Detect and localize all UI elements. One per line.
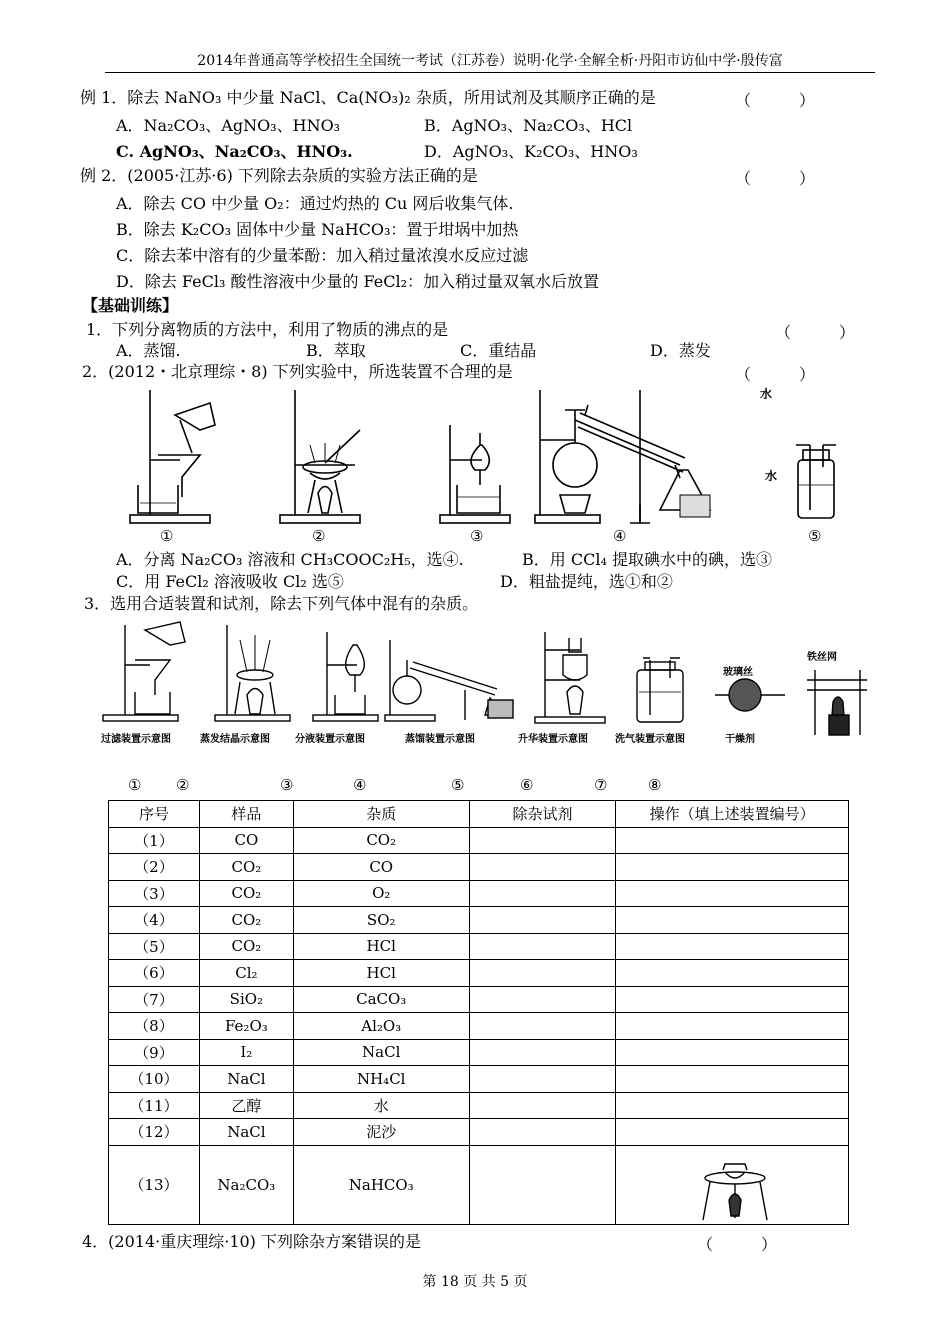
row-reagent-blank[interactable]: [469, 854, 616, 881]
row-impurity: HCl: [293, 933, 469, 960]
ex1-stem: 例 1．除去 NaNO₃ 中少量 NaCl、Ca(NO₃)₂ 杂质，所用试剂及其顺序正确的是: [80, 88, 656, 107]
iron-mesh-heater-icon: [807, 670, 867, 735]
row-operation-blank[interactable]: [616, 880, 849, 907]
row-impurity: 水: [293, 1092, 469, 1119]
q3-stem: 3．选用合适装置和试剂，除去下列气体中混有的杂质。: [84, 594, 479, 613]
row-index: （12）: [109, 1119, 200, 1146]
row-operation-blank[interactable]: [616, 1119, 849, 1146]
row-sample: Cl₂: [199, 960, 293, 987]
q2-apparatus-figure: [120, 385, 860, 550]
row-sample: SiO₂: [199, 986, 293, 1013]
header-cell-impurity: 杂质: [293, 801, 469, 828]
row-impurity: Al₂O₃: [293, 1013, 469, 1040]
row-operation-blank[interactable]: [616, 854, 849, 881]
ex2-paren: （ ）: [735, 169, 816, 188]
row-operation-blank[interactable]: [616, 907, 849, 934]
q4-paren: （ ）: [697, 1235, 778, 1254]
row-reagent-blank[interactable]: [469, 1039, 616, 1066]
ex1-option-c: C. AgNO₃、Na₂CO₃、HNO₃.: [116, 142, 353, 161]
row-impurity: O₂: [293, 880, 469, 907]
header-cell-index: 序号: [109, 801, 200, 828]
distillation-apparatus-icon: [385, 640, 513, 721]
row-reagent-blank[interactable]: [469, 827, 616, 854]
caption-distill: 蒸馏装置示意图: [405, 734, 475, 745]
header-cell-reagent: 除杂试剂: [469, 801, 616, 828]
table-row: [109, 960, 849, 987]
q2-fig-label-2: ②: [312, 527, 326, 545]
row-index: （3）: [109, 880, 200, 907]
ex1-paren: （ ）: [735, 91, 816, 110]
row-operation-blank[interactable]: [616, 827, 849, 854]
q1-paren: （ ）: [775, 323, 856, 342]
row-reagent-blank[interactable]: [469, 1092, 616, 1119]
sublimation-apparatus-icon: [535, 632, 605, 723]
row-impurity: HCl: [293, 960, 469, 987]
row-reagent-blank[interactable]: [469, 933, 616, 960]
row-impurity: NaHCO₃: [293, 1145, 469, 1224]
q3-num-8: ⑧: [648, 776, 662, 794]
q1-option-a: A．蒸馏.: [116, 341, 181, 360]
page-footer: 第 18 页 共 5 页: [422, 1274, 528, 1290]
row-sample: NaCl: [199, 1066, 293, 1093]
row-reagent-blank[interactable]: [469, 960, 616, 987]
ex2-option-a: A．除去 CO 中少量 O₂：通过灼热的 Cu 网后收集气体.: [116, 194, 514, 213]
ex2-option-c: C．除去苯中溶有的少量苯酚：加入稍过量浓溴水反应过滤: [116, 246, 529, 265]
row-reagent-blank[interactable]: [469, 986, 616, 1013]
q2-option-c: C．用 FeCl₂ 溶液吸收 Cl₂ 选⑤: [116, 572, 344, 591]
table-row: [109, 986, 849, 1013]
q4-stem: 4．(2014·重庆理综·10) 下列除杂方案错误的是: [82, 1232, 422, 1251]
q1-option-b: B．萃取: [306, 341, 366, 360]
caption-separate: 分液装置示意图: [295, 734, 365, 745]
row-sample: I₂: [199, 1039, 293, 1066]
separatory-funnel-icon: [440, 425, 510, 523]
water-in-label: 水: [760, 387, 773, 401]
ex1-option-b: B．AgNO₃、Na₂CO₃、HCl: [424, 116, 633, 135]
q2-fig-label-4: ④: [613, 527, 627, 545]
q3-apparatus-figure: [95, 620, 875, 750]
q2-paren: （ ）: [735, 365, 816, 384]
row-index: （5）: [109, 933, 200, 960]
header-rule: [105, 72, 875, 73]
row-sample: CO₂: [199, 880, 293, 907]
row-sample: CO₂: [199, 854, 293, 881]
page-header: 2014年普通高等学校招生全国统一考试（江苏卷）说明·化学·全解全析·丹阳市访仙中学·殷传富: [197, 53, 783, 69]
row-impurity: CaCO₃: [293, 986, 469, 1013]
row-index: （10）: [109, 1066, 200, 1093]
separatory-funnel-icon: [313, 632, 378, 721]
table-row: [109, 933, 849, 960]
table-row: [109, 1119, 849, 1146]
label-iron-mesh: 铁丝网: [807, 652, 837, 663]
row-operation-blank[interactable]: [616, 1013, 849, 1040]
row-reagent-blank[interactable]: [469, 1066, 616, 1093]
row-index: （4）: [109, 907, 200, 934]
row-sample: Fe₂O₃: [199, 1013, 293, 1040]
ex2-option-b: B．除去 K₂CO₃ 固体中少量 NaHCO₃：置于坩埚中加热: [116, 220, 519, 239]
row-operation-blank[interactable]: [616, 1066, 849, 1093]
row-reagent-blank[interactable]: [469, 1145, 616, 1224]
ex2-option-d: D．除去 FeCl₃ 酸性溶液中少量的 FeCl₂：加入稍过量双氧水后放置: [116, 272, 600, 291]
row-operation-blank[interactable]: [616, 986, 849, 1013]
q3-num-4: ④: [353, 776, 367, 794]
q2-option-b: B．用 CCl₄ 提取碘水中的碘，选③: [522, 550, 772, 569]
q2-fig-label-3: ③: [470, 527, 484, 545]
gas-washing-bottle-icon: [637, 658, 683, 722]
table-row: [109, 827, 849, 854]
evaporation-apparatus-icon: [215, 625, 290, 721]
q1-option-d: D．蒸发: [650, 341, 711, 360]
header-cell-operation: 操作（填上述装置编号）: [616, 801, 849, 828]
q3-num-6: ⑥: [520, 776, 534, 794]
table-row: [109, 1092, 849, 1119]
row-index: （7）: [109, 986, 200, 1013]
row-reagent-blank[interactable]: [469, 1013, 616, 1040]
ex1-option-a: A．Na₂CO₃、AgNO₃、HNO₃: [116, 116, 341, 135]
row-sample: CO₂: [199, 933, 293, 960]
caption-filter: 过滤装置示意图: [101, 734, 171, 745]
row-impurity: SO₂: [293, 907, 469, 934]
row-impurity: CO: [293, 854, 469, 881]
caption-evaporate: 蒸发结晶示意图: [200, 734, 270, 745]
row-operation-blank[interactable]: [616, 960, 849, 987]
q3-num-3: ③: [280, 776, 294, 794]
caption-drying-agent: 干燥剂: [725, 734, 755, 745]
caption-sublime: 升华装置示意图: [518, 734, 588, 745]
q3-num-1: ①: [128, 776, 142, 794]
q2-option-d: D．粗盐提纯，选①和②: [500, 572, 673, 591]
row-index: （1）: [109, 827, 200, 854]
q1-option-c: C．重结晶: [460, 341, 537, 360]
label-glass-wool: 玻璃丝: [723, 667, 753, 678]
q2-option-a: A．分离 Na₂CO₃ 溶液和 CH₃COOC₂H₅，选④.: [116, 550, 464, 569]
table-row: [109, 1013, 849, 1040]
filtration-apparatus-icon: [130, 390, 215, 523]
row-sample: CO: [199, 827, 293, 854]
row-impurity: NH₄Cl: [293, 1066, 469, 1093]
table-row: [109, 907, 849, 934]
water-out-label: 水: [765, 469, 778, 483]
q2-stem: 2．(2012・北京理综・8) 下列实验中，所选装置不合理的是: [82, 362, 513, 381]
table-row: [109, 854, 849, 881]
row-sample: Na₂CO₃: [199, 1145, 293, 1224]
q2-fig-label-1: ①: [160, 527, 174, 545]
row-sample: NaCl: [199, 1119, 293, 1146]
row-operation-blank[interactable]: [616, 1039, 849, 1066]
row-sample: 乙醇: [199, 1092, 293, 1119]
heating-crucible-icon: [695, 1160, 775, 1224]
ex1-option-d: D．AgNO₃、K₂CO₃、HNO₃: [424, 142, 638, 161]
row-index: （13）: [109, 1145, 200, 1224]
row-reagent-blank[interactable]: [469, 1119, 616, 1146]
row-sample: CO₂: [199, 907, 293, 934]
row-operation-blank[interactable]: [616, 933, 849, 960]
q1-stem: 1．下列分离物质的方法中，利用了物质的沸点的是: [86, 320, 449, 339]
row-operation-blank[interactable]: [616, 1092, 849, 1119]
row-impurity: 泥沙: [293, 1119, 469, 1146]
filter-apparatus-icon: [103, 622, 185, 721]
row-reagent-blank[interactable]: [469, 907, 616, 934]
row-index: （9）: [109, 1039, 200, 1066]
q2-fig-label-5: ⑤: [808, 527, 822, 545]
q3-num-5: ⑤: [451, 776, 465, 794]
caption-wash: 洗气装置示意图: [615, 734, 685, 745]
gas-washing-bottle-icon: [796, 445, 836, 518]
table-row: [109, 1066, 849, 1093]
row-index: （6）: [109, 960, 200, 987]
row-index: （8）: [109, 1013, 200, 1040]
section-title: 【基础训练】: [82, 296, 179, 315]
table-row: [109, 1039, 849, 1066]
ex2-stem: 例 2．(2005·江苏·6) 下列除去杂质的实验方法正确的是: [80, 166, 478, 185]
row-index: （2）: [109, 854, 200, 881]
q3-num-7: ⑦: [594, 776, 608, 794]
distillation-apparatus-icon: [535, 390, 710, 523]
row-reagent-blank[interactable]: [469, 880, 616, 907]
table-row: [109, 880, 849, 907]
evaporation-apparatus-icon: [280, 390, 360, 523]
table-header-row: [109, 801, 849, 828]
drying-tube-icon: [715, 679, 785, 711]
row-impurity: CO₂: [293, 827, 469, 854]
row-impurity: NaCl: [293, 1039, 469, 1066]
header-cell-sample: 样品: [199, 801, 293, 828]
q3-num-2: ②: [176, 776, 190, 794]
row-index: （11）: [109, 1092, 200, 1119]
